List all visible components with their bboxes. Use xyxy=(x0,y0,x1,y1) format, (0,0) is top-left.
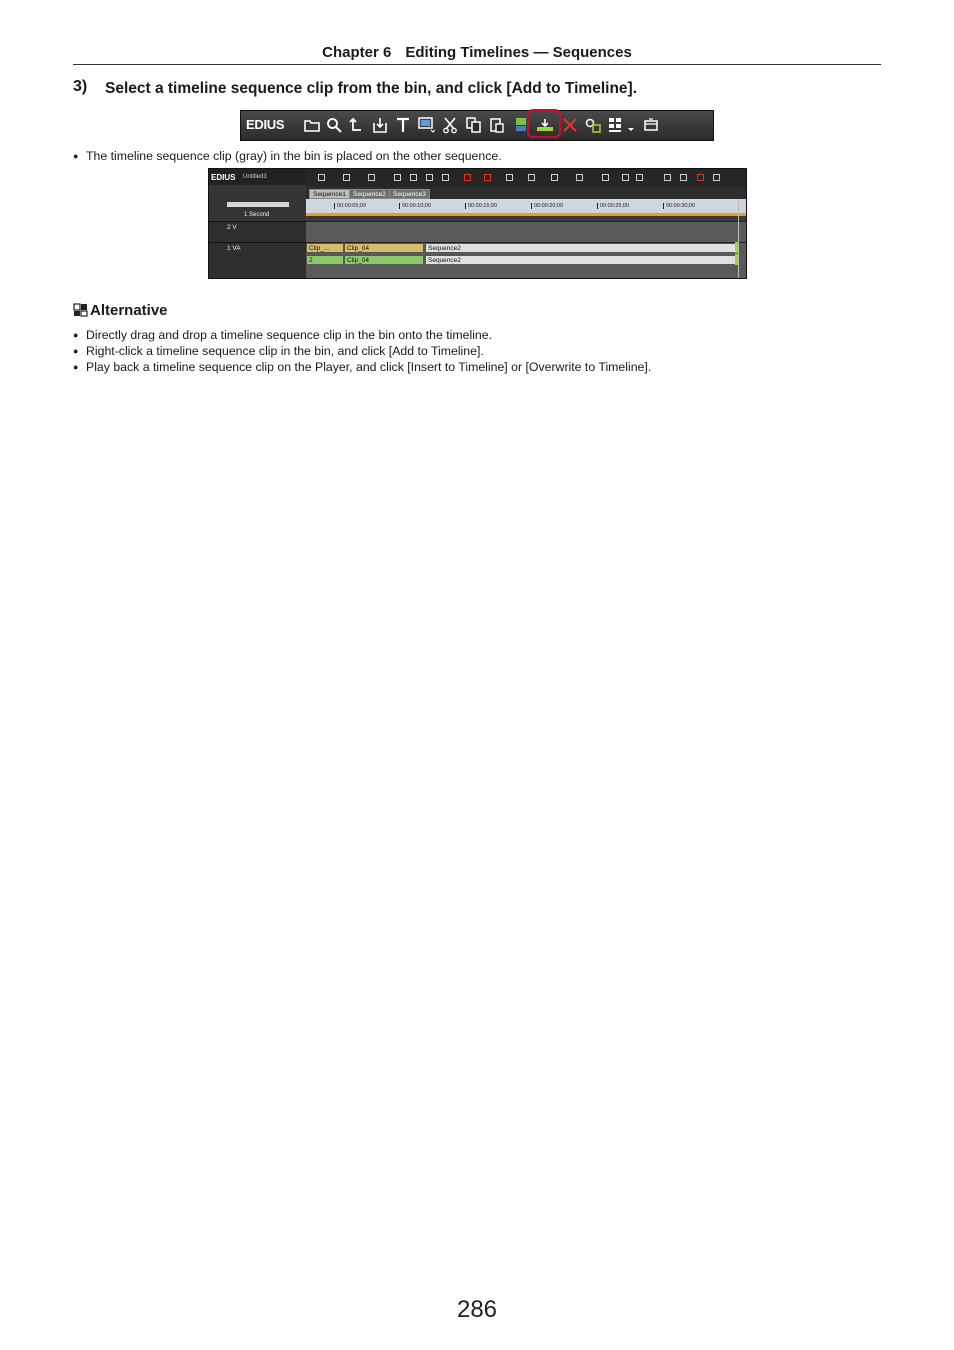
video-clip[interactable]: Clip_04 xyxy=(344,243,424,253)
timeline-edius-logo: EDIUS xyxy=(211,173,236,182)
in-out-bar xyxy=(306,213,746,216)
track-controls xyxy=(209,185,306,199)
audio-clip[interactable]: Clip_04 xyxy=(344,255,424,265)
bin-toolbar-screenshot xyxy=(240,110,714,141)
track-1va-label: 1 VA xyxy=(227,245,241,252)
bullet-icon: ● xyxy=(73,362,79,372)
title-icon[interactable] xyxy=(394,116,412,134)
list-item xyxy=(73,360,651,374)
add-to-timeline-highlight xyxy=(527,109,561,138)
timescale-label[interactable]: 1 Second xyxy=(244,212,270,218)
audio-clip[interactable]: 2 xyxy=(306,255,344,265)
properties-icon[interactable] xyxy=(584,116,602,134)
bullet-icon: ● xyxy=(73,151,79,161)
ruler-tick: 00:00:15;00 xyxy=(465,203,497,209)
sequence-end-marker xyxy=(735,242,738,253)
edius-logo: EDIUS xyxy=(246,117,285,132)
paste-icon[interactable] xyxy=(488,116,506,134)
timeline-cursor[interactable] xyxy=(738,199,739,279)
save-icon[interactable] xyxy=(368,174,375,181)
sequence-clip-video[interactable]: Sequence2 xyxy=(425,243,738,253)
list-item xyxy=(73,344,484,358)
track-2v[interactable] xyxy=(209,221,306,242)
view-icon[interactable] xyxy=(607,116,625,134)
ruler-tick: 00:00:30;00 xyxy=(663,203,695,209)
sequence-tabs xyxy=(306,187,746,199)
result-note-text: The timeline sequence clip (gray) in the bin is placed on the other sequence. xyxy=(86,149,502,163)
grid-icon[interactable] xyxy=(664,174,671,181)
up-folder-icon[interactable] xyxy=(347,116,365,134)
chapter-title: Editing Timelines — Sequences xyxy=(405,44,632,61)
marker-icon[interactable] xyxy=(551,174,558,181)
alternative-heading xyxy=(73,302,168,319)
alternative-item-text: Directly drag and drop a timeline sequence clip in the bin onto the timeline. xyxy=(86,328,493,342)
paste-tool-icon[interactable] xyxy=(426,174,433,181)
tab-sequence3[interactable]: Sequence3 xyxy=(389,189,430,199)
alternative-icon xyxy=(73,303,88,317)
ruler-tick: 00:00:25;00 xyxy=(597,203,629,209)
delete-tool-icon[interactable] xyxy=(464,174,471,181)
step-instruction: Select a timeline sequence clip from the bin, and click [Add to Timeline]. xyxy=(105,80,638,97)
alternative-title: Alternative xyxy=(90,302,168,319)
sequence-end-marker xyxy=(735,254,738,265)
scale-slider[interactable] xyxy=(227,202,289,207)
output-icon[interactable] xyxy=(636,174,643,181)
ruler-tick: 00:00:05;00 xyxy=(334,203,366,209)
track-2v-label: 2 V xyxy=(227,224,237,231)
open-icon[interactable] xyxy=(343,174,350,181)
timeline-screenshot xyxy=(208,168,747,279)
scale-row xyxy=(209,199,306,213)
import-icon[interactable] xyxy=(371,116,389,134)
track-2v-area[interactable] xyxy=(306,221,746,242)
bin-window-icon[interactable] xyxy=(642,116,660,134)
track-panel xyxy=(209,185,306,279)
new-icon[interactable] xyxy=(318,174,325,181)
ruler-tick: 00:00:20;00 xyxy=(531,203,563,209)
tab-sequence1[interactable]: Sequence1 xyxy=(309,189,350,199)
alternative-item-text: Play back a timeline sequence clip on the Player, and click [Insert to Timeline] or [Overwrite to Timeline]. xyxy=(86,360,652,374)
sequence-clip-audio[interactable]: Sequence2 xyxy=(425,255,738,265)
chevron-down-icon[interactable] xyxy=(627,116,635,134)
project-name: Untitled3 xyxy=(243,174,267,180)
bullet-icon: ● xyxy=(73,330,79,340)
new-sequence-icon[interactable] xyxy=(417,116,435,134)
ruler-tick: 00:00:10;00 xyxy=(399,203,431,209)
redo-icon[interactable] xyxy=(528,174,535,181)
bullet-icon: ● xyxy=(73,346,79,356)
track-1va-area[interactable] xyxy=(306,242,746,279)
step-number: 3) xyxy=(73,78,88,95)
search-icon[interactable] xyxy=(325,116,343,134)
replace-icon[interactable] xyxy=(442,174,449,181)
result-note xyxy=(73,149,502,163)
record-icon[interactable] xyxy=(697,174,704,181)
alternative-item-text: Right-click a timeline sequence clip in the bin, and click [Add to Timeline]. xyxy=(86,344,484,358)
folder-icon[interactable] xyxy=(303,116,321,134)
mic-icon[interactable] xyxy=(622,174,629,181)
cut-icon[interactable] xyxy=(441,116,459,134)
trim-icon[interactable] xyxy=(576,174,583,181)
list-item xyxy=(73,328,492,342)
page-number: 286 xyxy=(456,1296,498,1323)
title-tool-icon[interactable] xyxy=(602,174,609,181)
copy-tool-icon[interactable] xyxy=(410,174,417,181)
layout-icon[interactable] xyxy=(713,174,720,181)
chapter-header xyxy=(73,44,881,65)
mixer-icon[interactable] xyxy=(680,174,687,181)
chapter-label: Chapter 6 xyxy=(322,44,392,61)
timeline-titlebar xyxy=(209,169,306,185)
ripple-delete-icon[interactable] xyxy=(484,174,491,181)
copy-icon[interactable] xyxy=(465,116,483,134)
video-clip[interactable]: Clip_... xyxy=(306,243,344,253)
track-1va[interactable] xyxy=(209,242,306,279)
cut-tool-icon[interactable] xyxy=(394,174,401,181)
timecode-ruler[interactable] xyxy=(306,199,746,216)
tab-sequence2[interactable]: Sequence2 xyxy=(349,189,390,199)
undo-icon[interactable] xyxy=(506,174,513,181)
delete-icon[interactable] xyxy=(561,116,579,134)
timeline-toolbar xyxy=(306,169,746,187)
